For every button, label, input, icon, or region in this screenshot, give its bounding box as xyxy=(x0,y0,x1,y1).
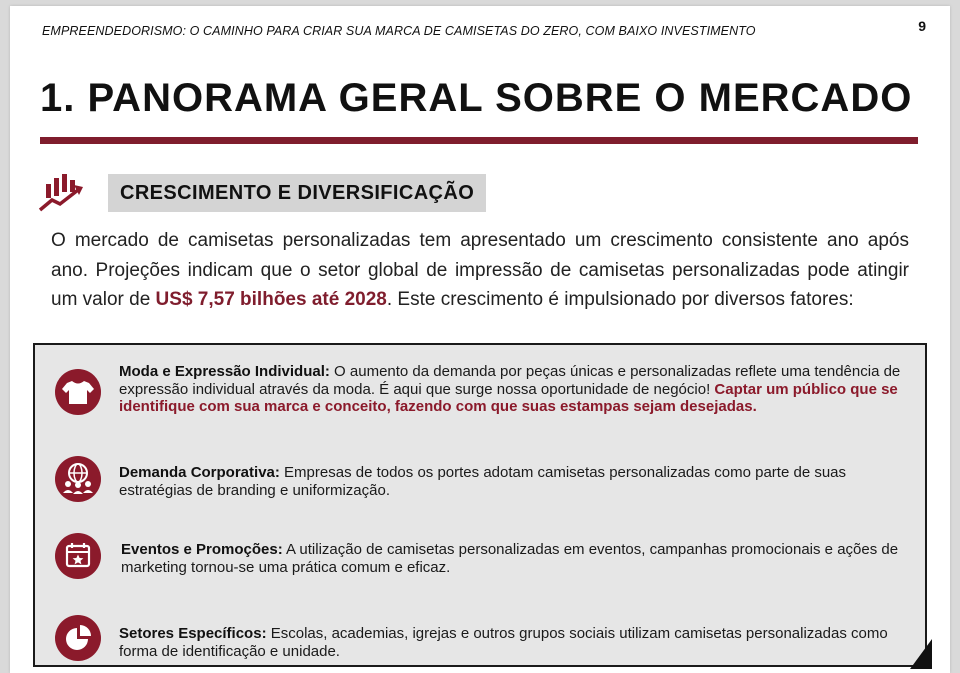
growth-factors-box xyxy=(33,343,927,667)
section-title: CRESCIMENTO E DIVERSIFICAÇÃO xyxy=(108,174,486,212)
running-header: EMPREENDEDORISMO: O CAMINHO PARA CRIAR SUA MARCA DE CAMISETAS DO ZERO, COM BAIXO INVESTIMENTO xyxy=(42,24,756,38)
corporate-globe-people-icon xyxy=(55,456,101,502)
pie-chart-icon xyxy=(55,615,101,661)
factor-text xyxy=(119,363,909,416)
factor-text xyxy=(119,625,909,660)
factor-title: Moda e Expressão Individual: xyxy=(119,363,330,380)
factor-title: Demanda Corporativa: xyxy=(119,464,280,481)
factor-description: Escolas, academias, igrejas e outros grupos sociais utilizam camisetas personalizadas como forma de identificação e unidade. xyxy=(119,625,888,660)
growth-chart-icon xyxy=(38,170,84,212)
factor-emphasis: Captar um público que se identifique com sua marca e conceito, fazendo com que suas estampas sejam desejadas. xyxy=(119,380,898,415)
factor-description: O aumento da demanda por peças únicas e personalizadas reflete uma tendência de expressão individual através da moda. É aqui que surge nossa oportunidade de negócio! xyxy=(119,363,901,398)
intro-paragraph xyxy=(51,226,909,315)
document-page xyxy=(10,6,950,673)
factor-text xyxy=(119,464,909,499)
intro-text-after: . Este crescimento é impulsionado por diversos fatores: xyxy=(386,289,854,310)
chapter-title: 1. PANORAMA GERAL SOBRE O MERCADO xyxy=(40,76,913,120)
factor-title: Eventos e Promoções: xyxy=(121,541,283,558)
factor-description: Empresas de todos os portes adotam camisetas personalizadas como parte de suas estratégias de branding e uniformização. xyxy=(119,464,847,499)
page-number: 9 xyxy=(918,18,926,34)
intro-text-before: O mercado de camisetas personalizadas tem apresentado um crescimento consistente ano após ano. Projeções indicam que o setor global de impressão de camisetas personalizadas pode atingir um valor de xyxy=(51,230,909,310)
factor-text xyxy=(121,541,911,576)
page-corner-decoration xyxy=(910,639,932,669)
factor-description: A utilização de camisetas personalizadas em eventos, campanhas promocionais e ações de marketing tornou-se uma prática comum e eficaz. xyxy=(121,541,899,576)
tshirt-icon xyxy=(55,369,101,415)
calendar-star-icon xyxy=(55,533,101,579)
title-underline xyxy=(40,137,918,144)
factor-title: Setores Específicos: xyxy=(119,625,267,642)
market-value-highlight: US$ 7,57 bilhões até 2028 xyxy=(155,289,387,310)
